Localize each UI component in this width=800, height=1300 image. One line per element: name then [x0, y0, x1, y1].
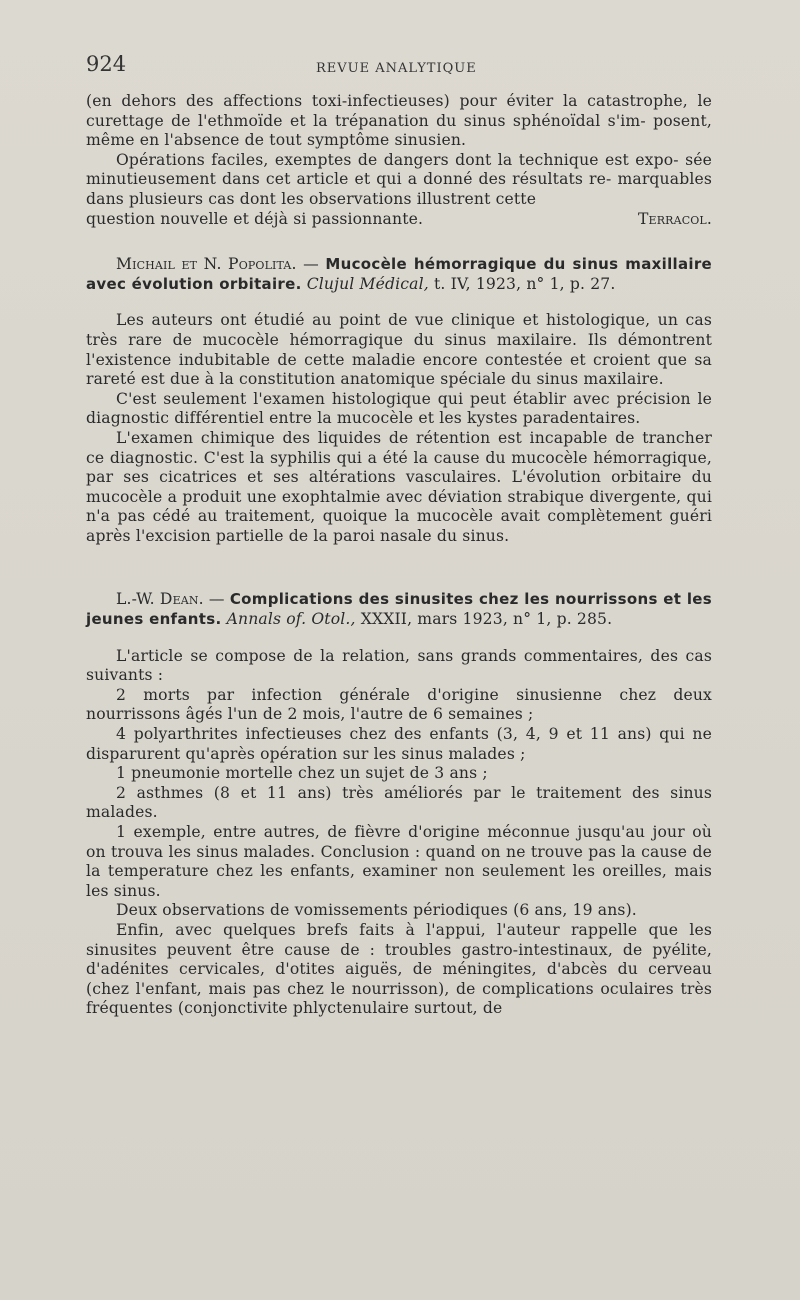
article-2-journal: Annals of. Otol.,: [226, 610, 356, 629]
article-2-paragraph: 2 morts par infection générale d'origine sinusienne chez deux nourrissons âgés l'un de 2 mois, l'autre de 6 semaines ;: [86, 685, 712, 724]
signature-line: [86, 210, 712, 230]
article-1-paragraph: C'est seulement l'examen histologique qui peut établir avec précision le diagnostic différentiel entre la mucocèle et les kystes paradentaires.: [86, 389, 712, 428]
reviewer-signature: Terracol.: [638, 209, 712, 228]
article-1-paragraph: Les auteurs ont étudié au point de vue clinique et histologique, un cas très rare de mucocèle hémorragique du sinus maxilaire. Ils démontrent l'existence indubitable de cette maladie encore contestée et croient que sa rareté est due à la constitution anatomique spéciale du sinus maxilaire.: [86, 311, 712, 389]
article-1-citation: t. IV, 1923, n° 1, p. 27.: [428, 274, 616, 293]
article-2-title: Complications des sinusites chez les nourrissons et les jeunes enfants.: [86, 590, 712, 629]
page-header: [0, 52, 800, 82]
article-1-authors: Michail et N. Popolita.: [116, 255, 297, 274]
article-1-paragraph: L'examen chimique des liquides de rétention est incapable de trancher ce diagnostic. C'est la syphilis qui a été la cause du mucocèle hémorragique, par ses cicatrices et ses altérations vasculaires. L'évolution orbitaire du mucocèle a produit une exophtalmie avec déviation strabique divergente, qui n'a pas cédé au traitement, quoique la mucocèle avait complètement guéri après l'excision partielle de la paroi nasale du sinus.: [86, 428, 712, 545]
article-2-paragraph: 2 asthmes (8 et 11 ans) très améliorés par le traitement des sinus malades.: [86, 783, 712, 822]
paragraph-last-line: question nouvelle et déjà si passionnante.: [86, 209, 424, 228]
article-2-paragraph: Deux observations de vomissements périodiques (6 ans, 19 ans).: [116, 901, 637, 920]
article-reference-1: Michail et N. Popolita. — Mucocèle hémorragique du sinus maxillaire avec évolution orbitaire. Clujul Médical, t. IV, 1923, n° 1, p. 27.: [86, 255, 712, 293]
article-2-paragraph: 1 exemple, entre autres, de fièvre d'origine méconnue jusqu'au jour où on trouva les sinus malades. Conclusion : quand on ne trouve pas la cause de la temperature chez les enfants, examiner non seulement les oreilles, mais les sinus.: [86, 823, 712, 900]
article-2-paragraph: 1 pneumonie mortelle chez un sujet de 3 ans ;: [116, 764, 488, 783]
article-1-title: Mucocèle hémorragique du sinus maxillaire avec évolution orbitaire.: [86, 255, 712, 293]
page-number: 924: [86, 52, 127, 76]
article-2-authors: L.-W. Dean.: [116, 590, 204, 609]
article-2-paragraph: 4 polyarthrites infectieuses chez des enfants (3, 4, 9 et 11 ans) qui ne disparurent qu'après opération sur les sinus malades ;: [86, 725, 712, 763]
article-2-citation: XXXII, mars 1923, n° 1, p. 285.: [355, 610, 613, 629]
page-body: [86, 92, 712, 1019]
article-1-journal: Clujul Médical,: [306, 274, 429, 293]
running-head: REVUE ANALYTIQUE: [316, 61, 477, 76]
article-reference-2: L.-W. Dean. — Complications des sinusites chez les nourrissons et les jeunes enfants. Annals of. Otol., XXXII, mars 1923, n° 1, p. 285.: [86, 590, 712, 629]
paragraph-operations: Opérations faciles, exemptes de dangers dont la technique est expo- sée minutieusement dans cet article et qui a donné des résultats re- marquables dans plusieurs cas dont les observations illustrent cette: [86, 150, 712, 208]
article-2-paragraph: Enfin, avec quelques brefs faits à l'appui, l'auteur rappelle que les sinusites peuvent être cause de : troubles gastro-intestinaux, de pyélite, d'adénites cervicales, d'otites aiguës, de méningites, d'abcès du cerveau (chez l'enfant, mais pas chez le nourrisson), de complications oculaires très fréquentes (conjonctivite phlyctenulaire surtout, de: [86, 920, 712, 1018]
article-2-paragraph: L'article se compose de la relation, sans grands commentaires, des cas suivants :: [86, 646, 712, 685]
paragraph-continuation: (en dehors des affections toxi-infectieuses) pour éviter la catastrophe, le curettage de l'ethmoïde et la trépanation du sinus sphénoïdal s'im- posent, même en l'absence de tout symptôme sinusien.: [86, 92, 713, 150]
